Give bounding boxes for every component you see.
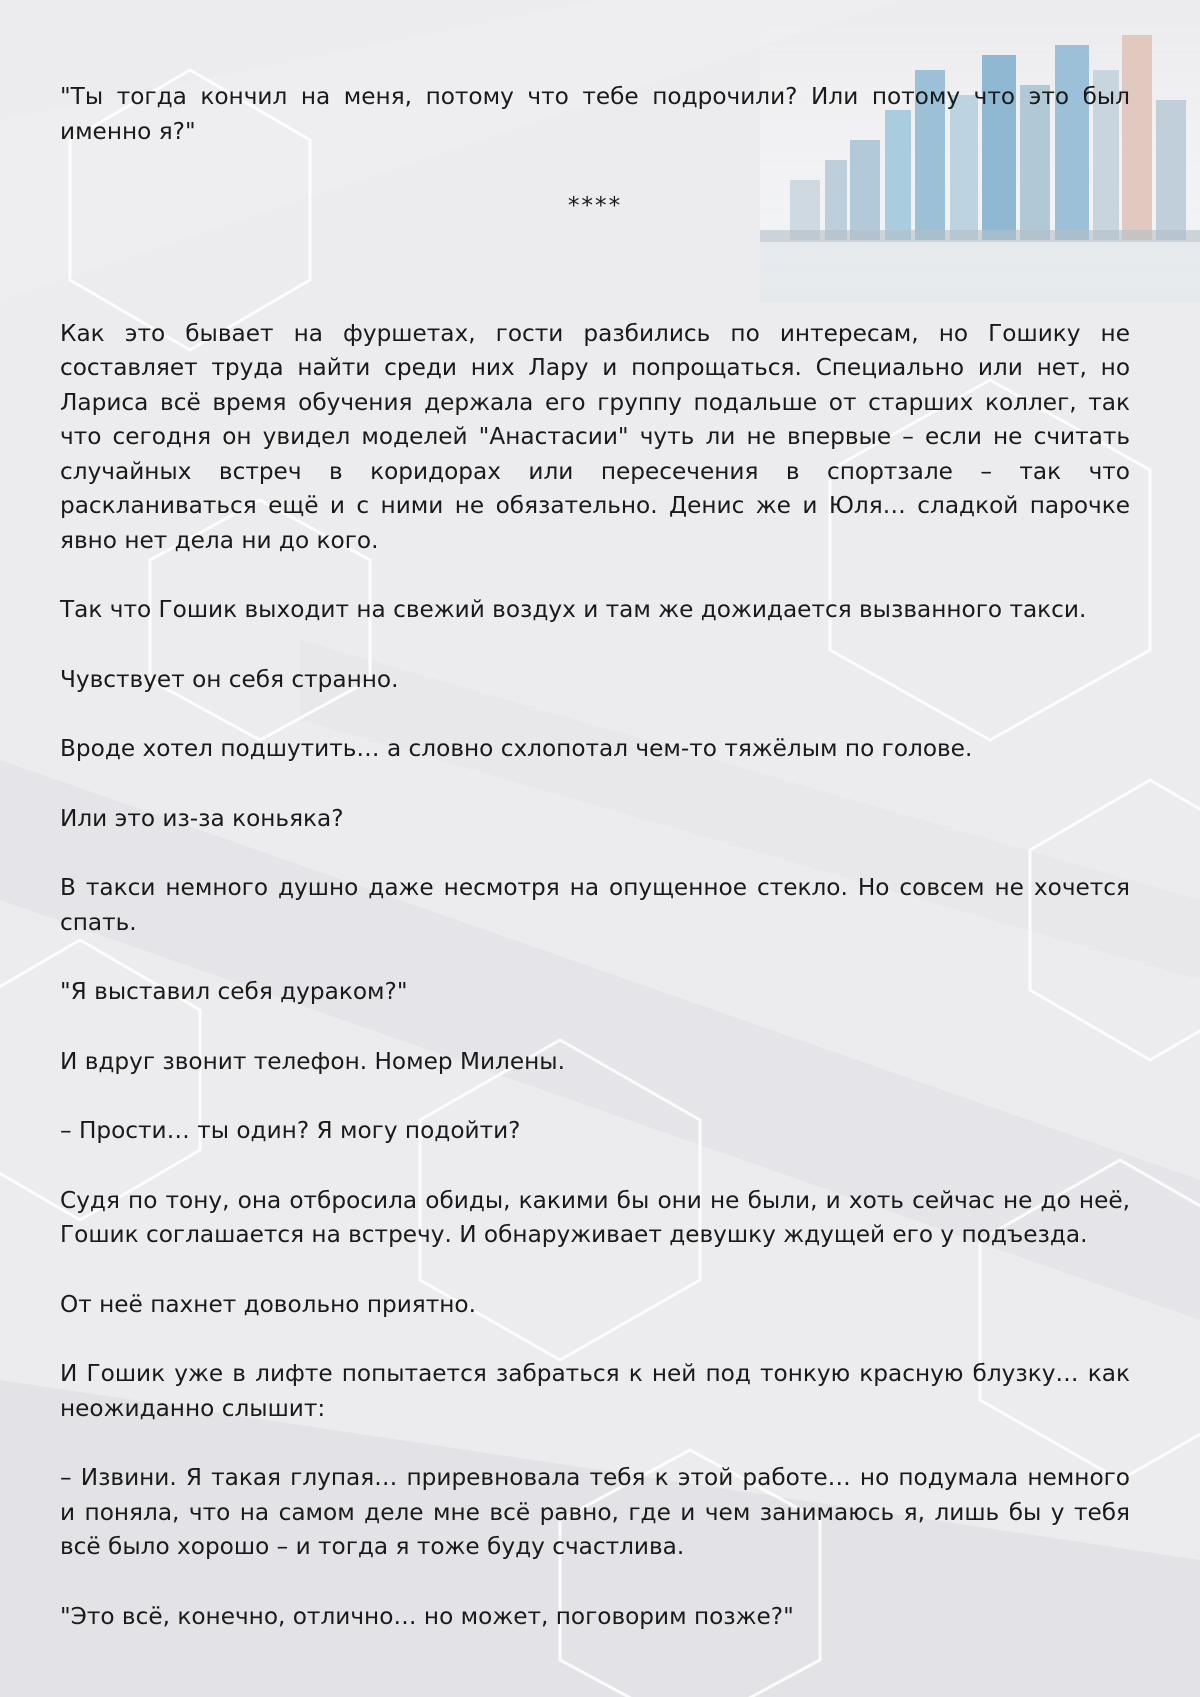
paragraph-3: Так что Гошик выходит на свежий воздух и там же дожидается вызванного такси.	[60, 596, 1087, 623]
paragraph-4: Чувствует он себя странно.	[60, 665, 399, 693]
paragraph-8: "Я выставил себя дураком?"	[60, 978, 408, 1005]
paragraph-1: "Ты тогда кончил на меня, потому что тебе подрочили? Или потому что это был именно я?"	[60, 83, 1130, 145]
paragraph-7: В такси немного душно даже несмотря на опущенное стекло. Но совсем не хочется спать.	[60, 874, 1130, 936]
paragraph-5: Вроде хотел подшутить… а словно схлопотал чем-то тяжёлым по голове.	[60, 735, 973, 762]
paragraph-13: И Гошик уже в лифте попытается забраться к ней под тонкую красную блузку… как неожиданно слышит:	[60, 1360, 1130, 1422]
paragraph-15: "Это всё, конечно, отлично… но может, поговорим позже?"	[60, 1602, 794, 1630]
paragraph-9: И вдруг звонит телефон. Номер Милены.	[60, 1047, 565, 1075]
section-separator: ****	[567, 192, 623, 219]
document-body	[60, 80, 1130, 1669]
paragraph-14: – Извини. Я такая глупая… приревновала тебя к этой работе… но подумала немного и поняла, что на самом деле мне всё равно, где и чем занимаюсь я, лишь бы у тебя всё было хорошо – и тогда я тоже буду счастлива.	[60, 1464, 1130, 1560]
paragraph-2: Как это бывает на фуршетах, гости разбились по интересам, но Гошику не составляет труда найти среди них Лару и попрощаться. Специально или нет, но Лариса всё время обучения держала его группу подальше от старших коллег, так что сегодня он увидел моделей "Анастасии" чуть ли не впервые – если не считать случайных встреч в коридорах или пересечения в спортзале – так что раскланиваться ещё и с ними не обязательно. Денис же и Юля… сладкой парочке явно нет дела ни до кого.	[60, 319, 1130, 554]
paragraph-12: От неё пахнет довольно приятно.	[60, 1290, 476, 1318]
paragraph-6: Или это из-за коньяка?	[60, 804, 344, 832]
paragraph-11: Судя по тону, она отбросила обиды, какими бы они не были, и хоть сейчас не до неё, Гошик соглашается на встречу. И обнаруживает девушку ждущей его у подъезда.	[60, 1186, 1130, 1248]
paragraph-10: – Прости… ты один? Я могу подойти?	[60, 1117, 521, 1144]
